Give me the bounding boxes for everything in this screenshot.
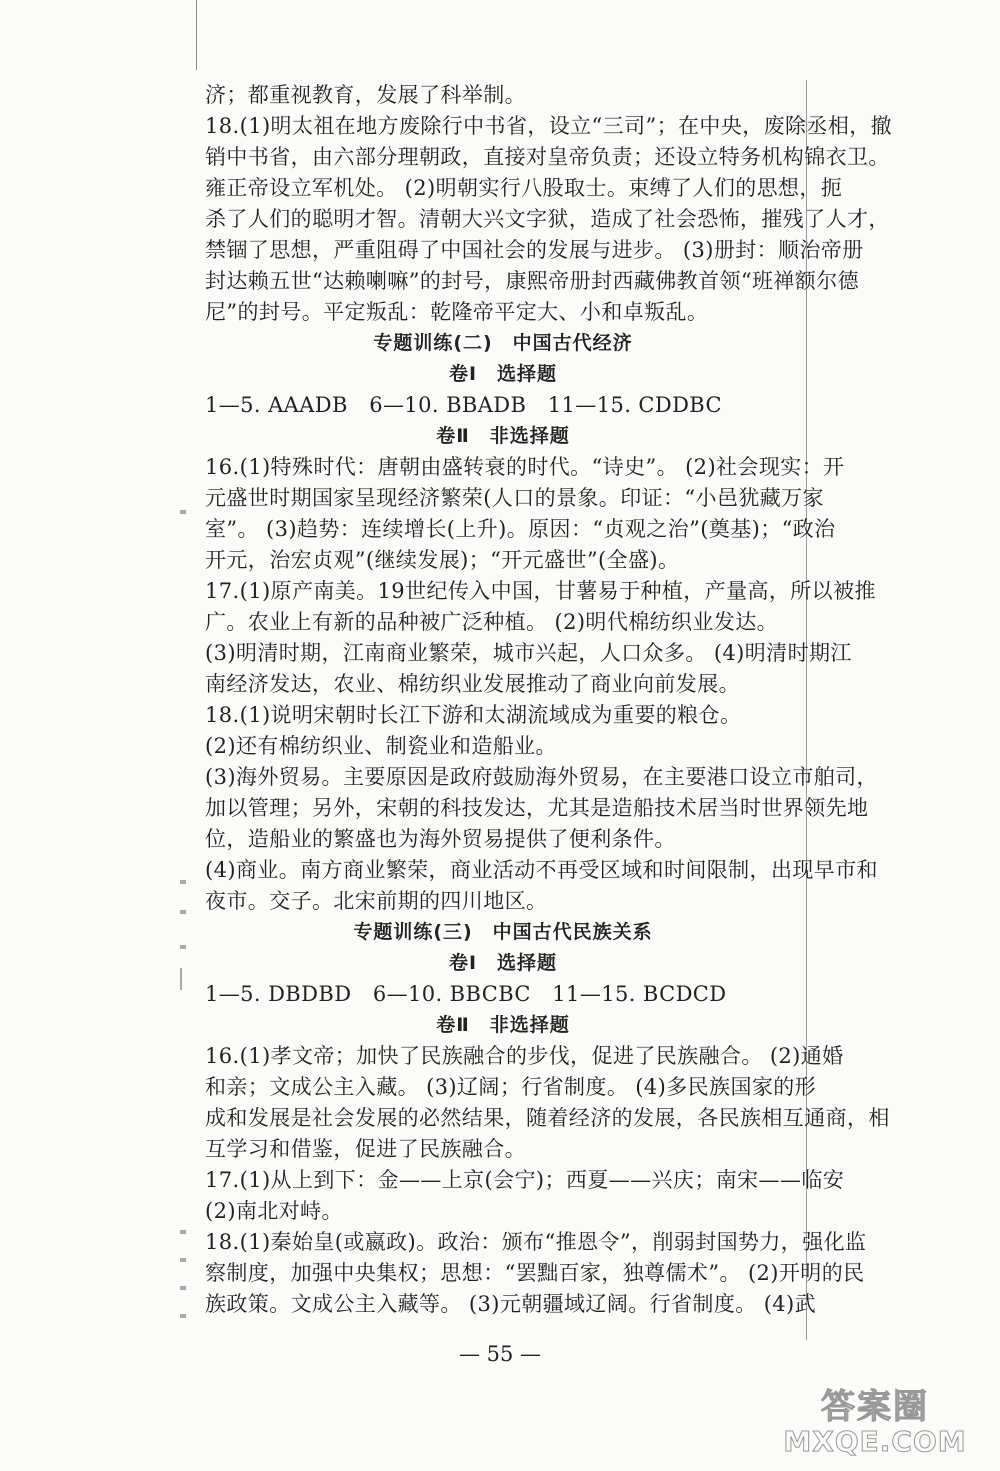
text-line: 位，造船业的繁盛也为海外贸易提供了便利条件。: [205, 827, 676, 851]
text-line: 济；都重视教育，发展了科举制。: [205, 83, 526, 107]
text-line: 销中书省，由六部分理朝政，直接对皇帝负责；还设立特务机构锦衣卫。: [205, 145, 890, 169]
text-line: 杀了人们的聪明才智。清朝大兴文字狱，造成了社会恐怖，摧残了人才，: [205, 207, 890, 231]
page-number: — 55 —: [458, 1342, 542, 1366]
text-line: 互学习和借鉴，促进了民族融合。: [205, 1137, 526, 1161]
text-line: 18.(1)明太祖在地方废除行中书省，设立“三司”；在中央，废除丞相，撤: [205, 114, 893, 138]
section-heading: 卷Ⅱ 非选择题: [436, 1014, 570, 1036]
text-line: 16.(1)特殊时代：唐朝由盛转衰的时代。“诗史”。 (2)社会现实：开: [205, 455, 845, 479]
text-line: (3)海外贸易。主要原因是政府鼓励海外贸易，在主要港口设立市舶司，: [205, 765, 878, 789]
section-heading: 专题训练(二) 中国古代经济: [373, 332, 633, 354]
text-line: 封达赖五世“达赖喇嘛”的封号，康熙帝册封西藏佛教首领“班禅额尔德: [205, 269, 860, 293]
text-line: 17.(1)从上到下：金——上京(会宁)；西夏——兴庆；南宋——临安: [205, 1168, 845, 1192]
text-line: (2)还有棉纺织业、制瓷业和造船业。: [205, 734, 557, 758]
watermark-title: 答案圈: [821, 1387, 929, 1427]
text-line: 禁锢了思想，严重阻碍了中国社会的发展与进步。 (3)册封：顺治帝册: [205, 238, 864, 262]
section-heading: 专题训练(三) 中国古代民族关系: [353, 921, 653, 943]
text-line: 夜市。交子。北宋前期的四川地区。: [205, 889, 548, 913]
section-heading: 卷Ⅰ 选择题: [448, 363, 558, 385]
text-line: 成和发展是社会发展的必然结果，随着经济的发展，各民族相互通商，相: [205, 1106, 890, 1130]
text-line: 和亲；文成公主入藏。 (3)辽阔；行省制度。 (4)多民族国家的形: [205, 1075, 817, 1099]
text-line: 元盛世时期国家呈现经济繁荣(人口的景象。印证：“小邑犹藏万家: [205, 486, 824, 510]
text-line: 南经济发达，农业、棉纺织业发展推动了商业向前发展。: [205, 672, 740, 696]
margin-mark: [180, 1258, 186, 1262]
text-line: 18.(1)秦始皇(或嬴政)。政治：颁布“推恩令”，削弱封国势力，强化监: [205, 1230, 867, 1254]
text-line: 广。农业上有新的品种被广泛种植。 (2)明代棉纺织业发达。: [205, 610, 779, 634]
margin-mark: [180, 510, 186, 514]
text-line: (3)明清时期，江南商业繁荣，城市兴起，人口众多。 (4)明清时期江: [205, 641, 852, 665]
answer-text-body: [205, 80, 893, 1320]
section-heading: 卷Ⅱ 非选择题: [436, 425, 570, 447]
text-line: (4)商业。南方商业繁荣，商业活动不再受区域和时间限制，出现早市和: [205, 858, 878, 882]
text-line: 开元，治宏贞观”(继续发展)；“开元盛世”(全盛)。: [205, 548, 680, 572]
watermark-logo: [780, 1388, 970, 1458]
margin-mark: [180, 1230, 186, 1234]
text-line: (2)南北对峙。: [205, 1199, 343, 1223]
text-line: 族政策。文成公主入藏等。 (3)元朝疆域辽阔。行省制度。 (4)武: [205, 1292, 817, 1316]
text-line: 加以管理；另外，宋朝的科技发达，尤其是造船技术居当时世界领先地: [205, 796, 869, 820]
text-line: 18.(1)说明宋朝时长江下游和太湖流域成为重要的粮仓。: [205, 703, 742, 727]
text-line: 1—5. DBDBD 6—10. BBCBC 11—15. BCDCD: [205, 982, 727, 1006]
watermark-url: MXQE.COM: [783, 1425, 967, 1458]
text-line: 尼”的封号。平定叛乱：乾隆帝平定大、小和卓叛乱。: [205, 300, 709, 324]
margin-mark: [180, 910, 186, 914]
margin-mark: [180, 968, 182, 990]
text-line: 16.(1)孝文帝；加快了民族融合的步伐，促进了民族融合。 (2)通婚: [205, 1044, 844, 1068]
text-line: 察制度，加强中央集权；思想：“罢黜百家，独尊儒术”。 (2)开明的民: [205, 1261, 865, 1285]
margin-mark: [180, 1314, 186, 1318]
section-heading: 卷Ⅰ 选择题: [448, 952, 558, 974]
text-line: 室”。 (3)趋势：连续增长(上升)。原因：“贞观之治”(奠基)；“政治: [205, 517, 836, 541]
text-line: 17.(1)原产南美。19世纪传入中国，甘薯易于种植，产量高，所以被推: [205, 579, 876, 603]
margin-mark: [180, 880, 186, 884]
text-line: 雍正帝设立军机处。 (2)明朝实行八股取士。束缚了人们的思想，扼: [205, 176, 843, 200]
text-line: 1—5. AAADB 6—10. BBADB 11—15. CDDBC: [205, 393, 722, 417]
top-margin-rule: [196, 0, 197, 70]
margin-mark: [180, 945, 186, 949]
margin-mark: [180, 1286, 186, 1290]
